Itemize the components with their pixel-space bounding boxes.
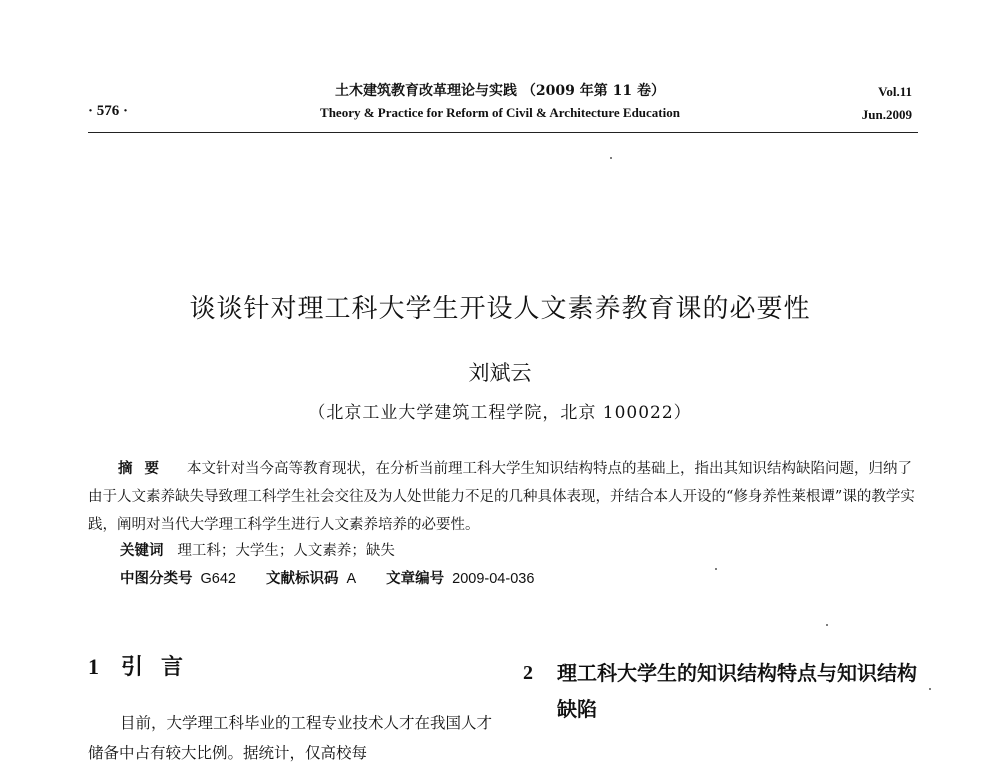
section-2-title: 理工科大学生的知识结构特点与知识结构缺陷 [557,661,917,721]
section-2-number: 2 [523,662,533,684]
author-name: 刘斌云 [468,361,532,385]
volume-label: Vol.11 [878,84,912,99]
scan-speck [715,568,717,570]
doc-code-label: 文献标识码 [265,571,339,587]
doc-code-value: A [346,571,357,587]
journal-title-cn: 土木建筑教育改革理论与实践 （2009 年第 11 卷） [335,83,665,99]
section-1-title: 引言 [121,655,202,680]
section-1-paragraph: 目前，大学理工科毕业的工程专业技术人才在我国人才储备中占有较大比例。据统计，仅高校每 [88,714,493,762]
clc-value: G642 [200,571,236,587]
author-affiliation: （北京工业大学建筑工程学院，北京 100022） [308,403,692,423]
abstract-text: 本文针对当今高等教育现状，在分析当前理工科大学生知识结构特点的基础上，指出其知识结构缺陷问题，归纳了由于人文素养缺失导致理工科学生社会交往及为人处世能力不足的几种具体表现，并结合本人开设的“修身养性莱根谭”课的教学实践，阐明对当代大学理工科学生进行人文素养培养的必要性。 [88,461,915,533]
article-id-label: 文章编号 [386,571,445,587]
header-rule [88,132,918,133]
keywords [120,539,395,560]
journal-title-en: Theory & Practice for Reform of Civil & Architecture Education [320,105,680,120]
article-title: 谈谈针对理工科大学生开设人文素养教育课的必要性 [189,294,811,324]
classification-line [120,567,534,588]
keywords-label: 关键词 [120,543,164,559]
keywords-text: 理工科；大学生；人文素养；缺失 [177,543,395,559]
abstract-label: 摘要 [118,460,171,477]
issue-date: Jun.2009 [861,107,912,122]
section-1-heading [88,650,201,681]
scan-speck [826,624,828,626]
scan-speck [929,688,931,690]
abstract [88,455,918,539]
clc-label: 中图分类号 [120,571,193,587]
scan-speck [610,157,612,159]
section-1-number: 1 [88,654,99,679]
article-id-value: 2009-04-036 [452,571,535,587]
section-1-body [88,708,500,768]
page-number: · 576 · [88,103,129,119]
section-2-heading [523,655,923,727]
